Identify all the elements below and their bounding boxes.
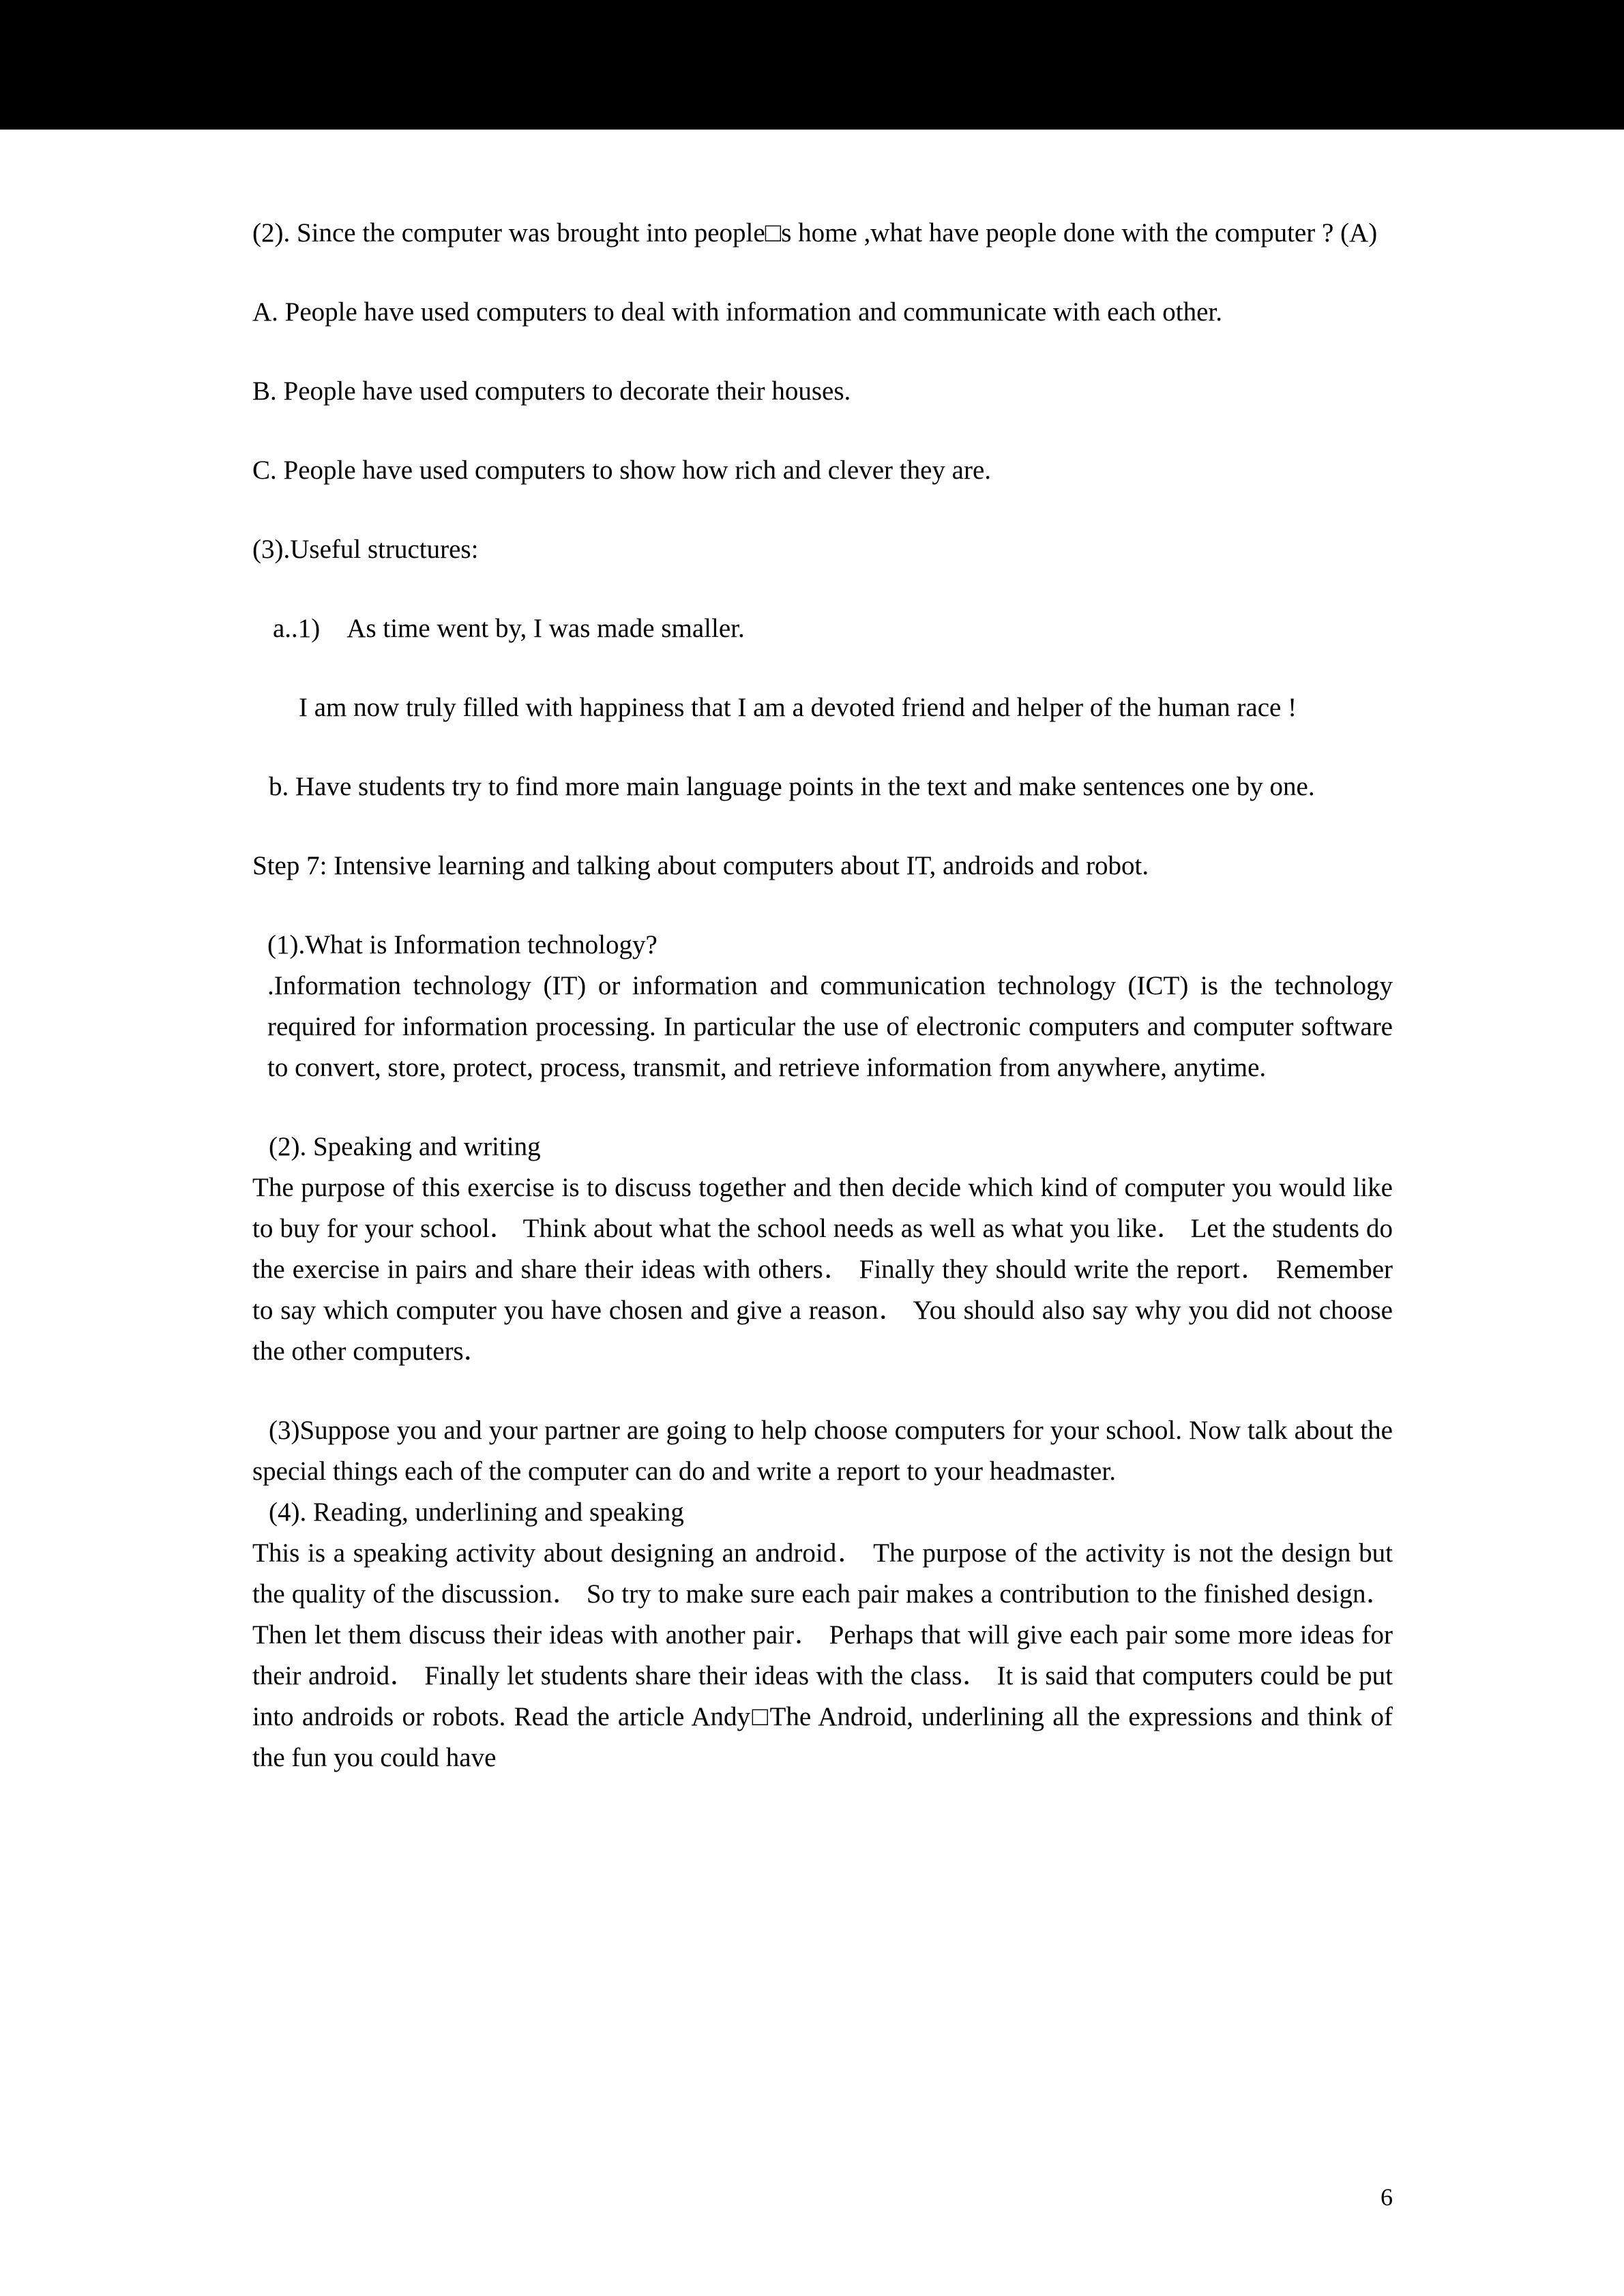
paragraph-structure-a1: a..1) As time went by, I was made smaller. [273, 614, 745, 643]
paragraph-speaking-writing-heading: (2). Speaking and writing [269, 1132, 541, 1161]
paragraph-it-question: (1).What is Information technology? [267, 930, 658, 959]
paragraph-suppose-task: (3)Suppose you and your partner are going to help choose computers for your school. Now talk about the special things each of the computer can do and write a report to your headmaster. [252, 1416, 1393, 1486]
paragraph-reading-heading: (4). Reading, underlining and speaking [269, 1497, 684, 1527]
paragraph-option-c: C. People have used computers to show how rich and clever they are. [252, 456, 992, 485]
page-number: 6 [1381, 2183, 1393, 2211]
scan-top-band [0, 0, 1624, 130]
paragraph-useful-structures-heading: (3).Useful structures: [252, 535, 479, 564]
paragraph-option-a: A. People have used computers to deal with information and communicate with each other. [252, 297, 1223, 327]
paragraph-reading-body: This is a speaking activity about designing an android． The purpose of the activity is not the design but the quality of the discussion． So try to make sure each pair makes a contribution to the finished design． Then let them discuss their ideas with another pair． Perhaps that will give each pair some more ideas for their android． Finally let students share their ideas with the class． It is said that computers could be put into androids or robots. Read the article Andy□The Android, underlining all the expressions and think of the fun you could have [252, 1538, 1393, 1772]
document-page [252, 213, 1393, 1778]
paragraph-speaking-writing-body: The purpose of this exercise is to discuss together and then decide which kind of computer you would like to buy for your school． Think about what the school needs as well as what you like． Let the students do the exercise in pairs and share their ideas with others． Finally they should write the report． Remember to say which computer you have chosen and give a reason． You should also say why you did not choose the other computers． [252, 1173, 1393, 1366]
paragraph-question-2: (2). Since the computer was brought into people□s home ,what have people done with the computer ? (A) [252, 218, 1378, 248]
paragraph-structure-b: b. Have students try to find more main language points in the text and make sentences one by one. [269, 772, 1315, 801]
paragraph-step-7-heading: Step 7: Intensive learning and talking about computers about IT, androids and robot. [252, 851, 1149, 880]
paragraph-option-b: B. People have used computers to decorate their houses. [252, 376, 851, 406]
paragraph-structure-quote: I am now truly filled with happiness that I am a devoted friend and helper of the human race ! [299, 693, 1297, 722]
paragraph-it-definition: .Information technology (IT) or information and communication technology (ICT) is the technology required for information processing. In particular the use of electronic computers and computer software to convert, store, protect, process, transmit, and retrieve information from anywhere, anytime. [267, 971, 1393, 1082]
